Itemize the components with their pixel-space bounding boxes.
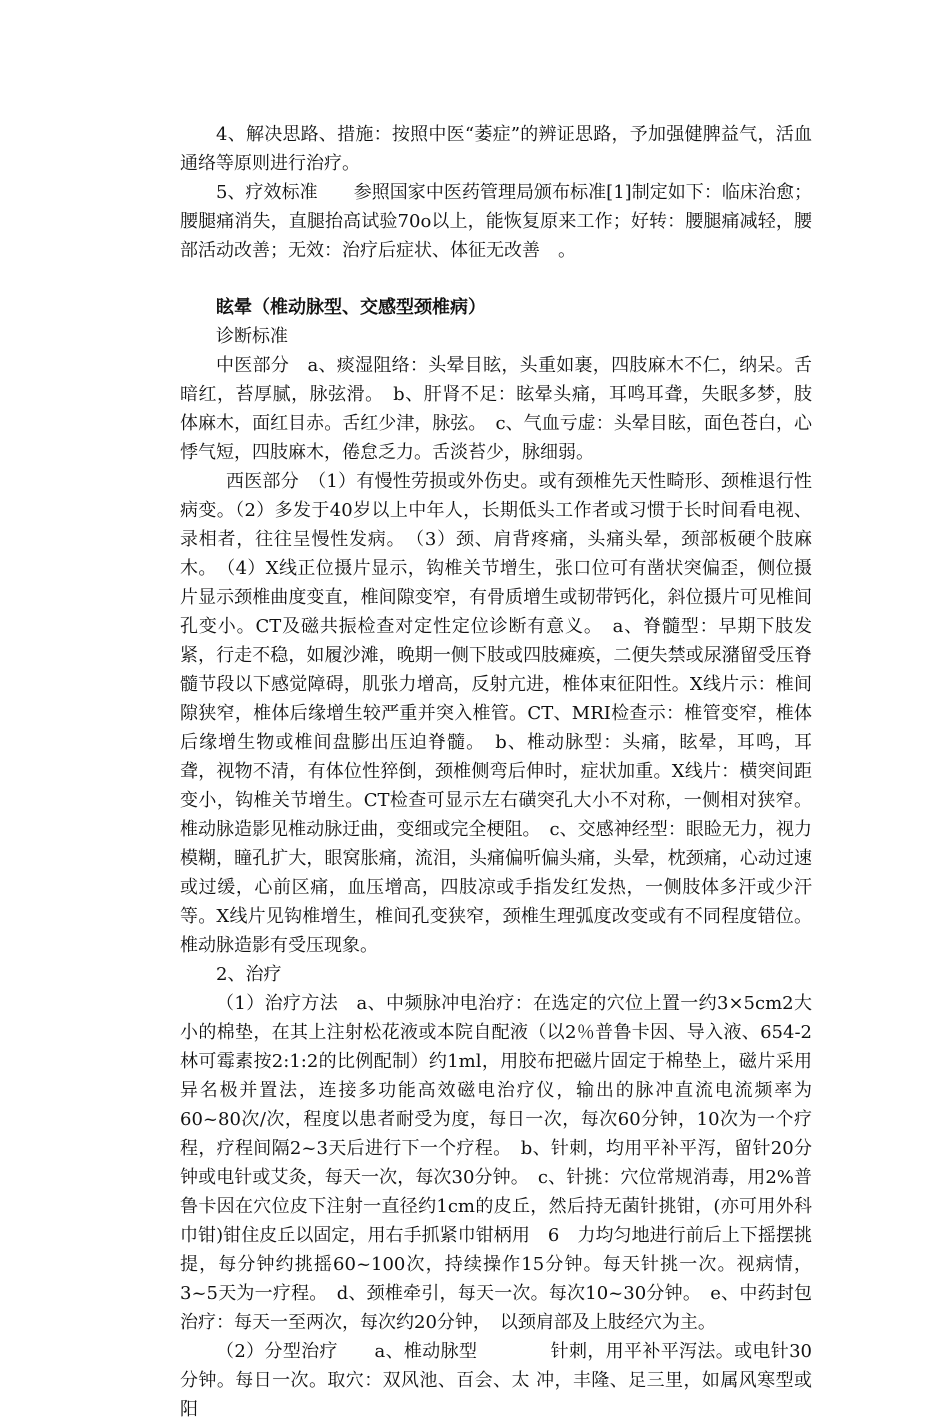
- paragraph-western-medicine-section: 西医部分 （1）有慢性劳损或外伤史。或有颈椎先天性畸形、颈椎退行性病变。（2）多发于40岁以上中年人，长期低头工作者或习惯于长时间看电视、录相者，往往呈慢性发病。 （3）颈、肩背疼痛，头痛头晕，颈部板硬个肢麻木。 （4）X线正位摄片显示，钩椎关节增生，张口位可有凿状突偏歪，侧位摄片显示颈椎曲度变直，椎间隙变窄，有骨质增生或韧带钙化，斜位摄片可见椎间孔变小。CT及磁共振检查对定性定位诊断有意义。 a、脊髓型：早期下肢发紧，行走不稳，如履沙滩，晚期一侧下肢或四肢瘫痪，二便失禁或尿潴留受压脊髓节段以下感觉障碍，肌张力增高，反射亢进，椎体束征阳性。X线片示：椎间隙狭窄，椎体后缘增生较严重并突入椎管。CT、MRI检查示：椎管变窄，椎体后缘增生物或椎间盘膨出压迫脊髓。 b、椎动脉型：头痛，眩晕，耳鸣，耳聋，视物不清，有体位性猝倒，颈椎侧弯后伸时，症状加重。X线片：横突间距变小，钩椎关节增生。CT检查可显示左右磺突孔大小不对称，一侧相对狭窄。椎动脉造影见椎动脉迂曲，变细或完全梗阻。 c、交感神经型：眼睑无力，视力模糊，瞳孔扩大，眼窝胀痛，流泪，头痛偏听偏头痛，头晕，枕颈痛，心动过速或过缓，心前区痛，血压增高，四肢凉或手指发红发热，一侧肢体多汗或少汗等。X线片见钩椎增生，椎间孔变狭窄，颈椎生理弧度改变或有不同程度错位。椎动脉造影有受压现象。: [180, 471, 812, 956]
- section-gap: [180, 265, 812, 293]
- document-body: [180, 120, 812, 1424]
- section-heading: 眩晕（椎动脉型、交感型颈椎病）: [216, 297, 486, 318]
- paragraph-tcm-section: 中医部分 a、痰湿阻络：头晕目眩，头重如裹，四肢麻木不仁，纳呆。舌暗红，苔厚腻，脉弦滑。 b、肝肾不足：眩晕头痛，耳鸣耳聋，失眠多梦，肢体麻木，面红目赤。舌红少津，脉弦。 c、气血亏虚：头晕目眩，面色苍白，心悸气短，四肢麻木，倦怠乏力。舌淡苔少，脉细弱。: [180, 355, 812, 463]
- paragraph-diagnostic-criteria: 诊断标准: [216, 326, 288, 347]
- paragraph-solution: 4、解决思路、措施：按照中医“萎症”的辨证思路，予加强健脾益气，活血通络等原则进行治疗。: [180, 124, 812, 174]
- paragraph-efficacy-standard: 5、疗效标准 参照国家中医药管理局颁布标准[1]制定如下：临床治愈；腰腿痛消失，直腿抬高试验70o以上，能恢复原来工作；好转：腰腿痛减轻，腰部活动改善；无效：治疗后症状、体征无改善 。: [180, 182, 812, 261]
- paragraph-treatment-heading: 2、治疗: [216, 964, 282, 985]
- paragraph-treatment-methods: （1）治疗方法 a、中频脉冲电治疗：在选定的穴位上置一约3×5cm2大小的棉垫，在其上注射松花液或本院自配液（以2％普鲁卡因、导入液、654-2林可霉素按2:1:2的比例配制）约1ml，用胶布把磁片固定于棉垫上，磁片采用异名极并置法，连接多功能高效磁电治疗仪，输出的脉冲直流电流频率为60~80次/次，程度以患者耐受为度，每日一次，每次60分钟，10次为一个疗程，疗程间隔2~3天后进行下一个疗程。 b、针刺，均用平补平泻，留针20分钟或电针或艾灸，每天一次，每次30分钟。 c、针挑：穴位常规消毒，用2%普鲁卡因在穴位皮下注射一直径约1cm的皮丘，然后持无菌针挑钳，(亦可用外科巾钳)钳住皮丘以固定，用右手抓紧巾钳柄用 6 力均匀地进行前后上下摇摆挑提，每分钟约挑摇60~100次，持续操作15分钟。每天针挑一次。视病情，3~5天为一疗程。 d、颈椎牵引，每天一次。每次10~30分钟。 e、中药封包治疗：每天一至两次，每次约20分钟， 以颈肩部及上肢经穴为主。: [180, 993, 812, 1333]
- paragraph-typed-treatment: （2）分型治疗 a、椎动脉型 针刺，用平补平泻法。或电针30分钟。每日一次。取穴：双风池、百会、太 冲，丰隆、足三里，如属风寒型或阳: [180, 1341, 812, 1420]
